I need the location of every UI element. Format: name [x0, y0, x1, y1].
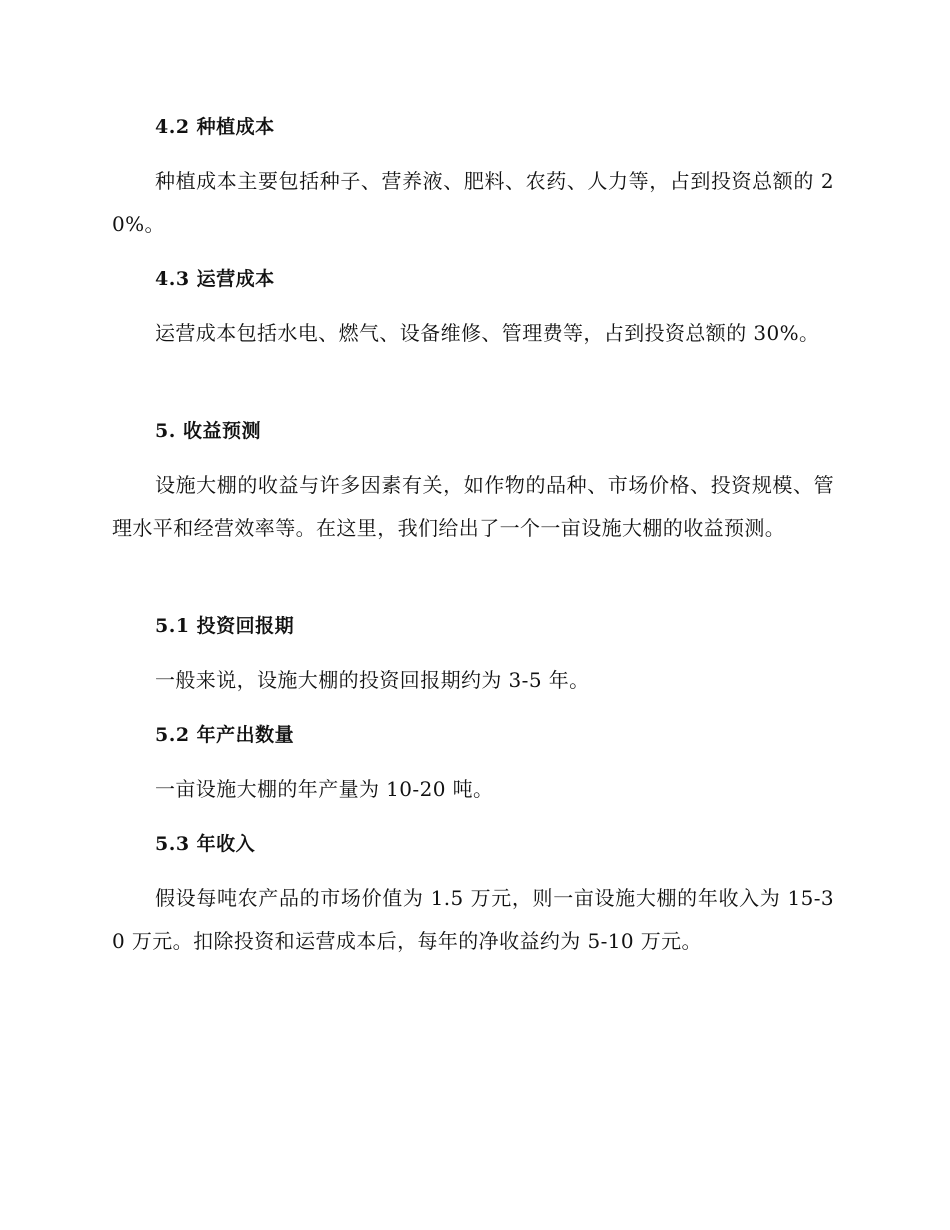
- section-paragraph-5-3: 假设每吨农产品的市场价值为 1.5 万元，则一亩设施大棚的年收入为 15-30 万元。扣除投资和运营成本后，每年的净收益约为 5-10 万元。: [112, 886, 834, 953]
- section-heading-5-2: 5.2 年产出数量: [155, 724, 295, 746]
- section-heading-4-2: 4.2 种植成本: [155, 116, 275, 138]
- section-paragraph-5: 设施大棚的收益与许多因素有关，如作物的品种、市场价格、投资规模、管理水平和经营效率等。在这里，我们给出了一个一亩设施大棚的收益预测。: [112, 473, 834, 540]
- section-paragraph-4-3: 运营成本包括水电、燃气、设备维修、管理费等，占到投资总额的 30%。: [155, 321, 820, 345]
- section-paragraph-5-1: 一般来说，设施大棚的投资回报期约为 3-5 年。: [155, 668, 590, 692]
- section-heading-5-3: 5.3 年收入: [155, 833, 256, 855]
- section-paragraph-5-2: 一亩设施大棚的年产量为 10-20 吨。: [155, 777, 494, 801]
- section-paragraph-4-2: 种植成本主要包括种子、营养液、肥料、农药、人力等，占到投资总额的 20%。: [112, 169, 834, 236]
- section-heading-5: 5. 收益预测: [155, 420, 261, 442]
- section-heading-4-3: 4.3 运营成本: [155, 268, 275, 290]
- section-heading-5-1: 5.1 投资回报期: [155, 615, 295, 637]
